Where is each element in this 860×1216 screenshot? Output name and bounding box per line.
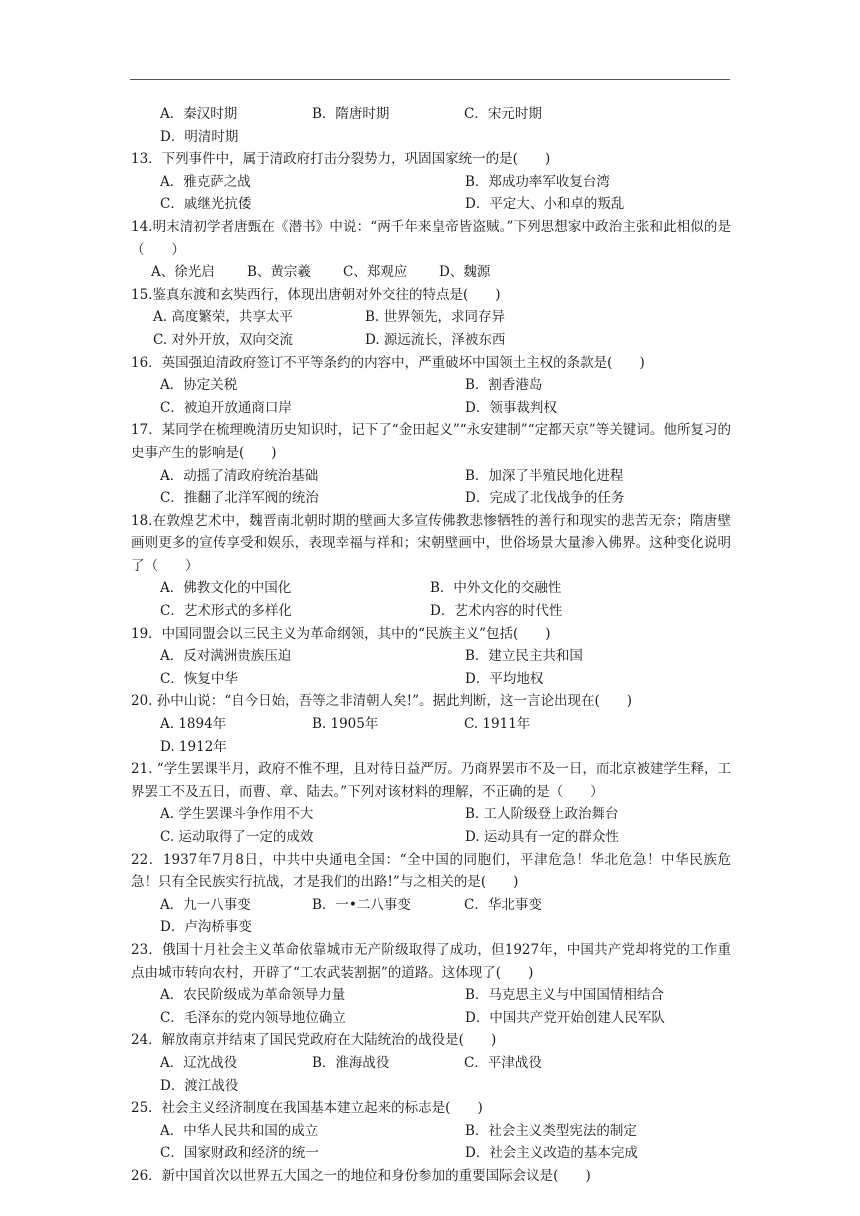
answer-option: B. 工人阶级登上政治舞台	[465, 806, 619, 823]
question-stem: 20. 孙中山说：“自今日始，吾等之非清朝人矣!”。据此判断，这一言论出现在( )	[131, 693, 633, 710]
answer-option: B．一•二八事变	[312, 896, 411, 913]
option-row	[131, 1007, 731, 1030]
answer-option: C. 对外开放，双向交流	[153, 331, 293, 348]
answer-option: B、黄宗羲	[247, 264, 311, 281]
answer-option: A. 高度繁荣，共享太平	[153, 309, 293, 326]
option-row	[131, 826, 731, 849]
option-row	[131, 374, 731, 397]
answer-option: D．社会主义改造的基本完成	[465, 1145, 638, 1162]
answer-option: A．协定关税	[160, 377, 238, 394]
answer-option: A．辽沈战役	[160, 1054, 238, 1071]
question	[131, 510, 731, 623]
answer-option: B．建立民主共和国	[465, 648, 583, 665]
question-stem: 17．某同学在梳理晚清历史知识时，记下了“金田起义”“永安建制”“定都天京”等关键词。他所复习的史事产生的影响是( )	[131, 422, 731, 461]
option-row	[131, 465, 731, 488]
answer-option: C．戚继光抗倭	[160, 196, 252, 213]
question-stem: 13．下列事件中，属于清政府打击分裂势力，巩固国家统一的是( )	[131, 151, 551, 168]
option-row	[131, 600, 731, 623]
answer-option: C．华北事变	[464, 896, 542, 913]
answer-option: C、郑观应	[343, 264, 408, 281]
option-row	[131, 193, 731, 216]
question	[131, 1097, 731, 1165]
question-stem: 26．新中国首次以世界五大国之一的地位和身份参加的重要国际会议是( )	[131, 1167, 591, 1184]
answer-option: B．郑成功率军收复台湾	[465, 173, 610, 190]
answer-option: D．领事裁判权	[465, 399, 557, 416]
question	[131, 419, 731, 509]
question	[131, 352, 731, 420]
option-row	[131, 397, 731, 420]
question-stem: 18.在敦煌艺术中，魏晋南北朝时期的壁画大多宣传佛教悲惨牺牲的善行和现实的悲苦无奈；隋唐壁画则更多的宣传享受和娱乐，表现幸福与祥和；宋朝壁画中，世俗场景大量渗入佛界。这种变化说明了（ ）	[131, 512, 731, 574]
answer-option: D、魏源	[439, 264, 491, 281]
answer-option: A. 学生罢课斗争作用不大	[160, 806, 314, 823]
option-row	[131, 803, 731, 826]
option-row	[131, 645, 731, 668]
answer-option: D．艺术内容的时代性	[430, 603, 563, 620]
question	[131, 284, 731, 352]
question	[131, 216, 731, 284]
option-row	[131, 668, 731, 691]
option-row	[131, 1052, 731, 1097]
answer-option: B．隋唐时期	[312, 106, 390, 122]
answer-option: A．反对满洲贵族压迫	[160, 648, 292, 665]
answer-option: C．推翻了北洋军阀的统治	[160, 490, 319, 507]
answer-option: B. 世界领先，求同存异	[365, 309, 506, 326]
answer-option: D. 源远流长，泽被东西	[365, 331, 506, 348]
option-row	[131, 306, 731, 329]
answer-option: A、徐光启	[151, 264, 215, 281]
question-list	[131, 103, 731, 1188]
question	[131, 148, 731, 216]
question-stem: 16．英国强迫清政府签订不平等条约的内容中，严重破坏中国领土主权的条款是( )	[131, 354, 645, 371]
answer-option: B．割香港岛	[465, 377, 543, 394]
answer-option: D. 1912年	[160, 738, 227, 755]
question	[131, 939, 731, 1029]
question-stem: 21. “学生罢课半月，政府不惟不理，且对待日益严厉。乃商界罢市不及一日，而北京被建学生释，工界罢工不及五日，而曹、章、陆去。”下列对该材料的理解，不正确的是（ ）	[131, 761, 731, 800]
answer-option: B．淮海战役	[312, 1054, 390, 1071]
question-stem: 25．社会主义经济制度在我国基本建立起来的标志是( )	[131, 1100, 483, 1117]
answer-option: A．动摇了清政府统治基础	[160, 467, 319, 484]
question-stem: 23．俄国十月社会主义革命依靠城市无产阶级取得了成功，但1927年，中国共产党却将党的工作重点由城市转向农村，开辟了“工农武装割据”的道路。这体现了( )	[131, 941, 731, 981]
answer-option: C．国家财政和经济的统一	[160, 1145, 319, 1162]
question	[131, 690, 731, 758]
option-row	[131, 103, 731, 148]
question-stem: 14.明末清初学者唐甄在《潜书》中说：“两千年来皇帝皆盗贼。”下列思想家中政治主张和此相似的是（ ）	[131, 218, 731, 258]
option-row	[131, 1142, 731, 1165]
option-row	[131, 171, 731, 194]
answer-option: B．中外文化的交融性	[430, 580, 562, 597]
question-stem: 15.鉴真东渡和玄奘西行，体现出唐朝对外交往的特点是( )	[131, 286, 501, 303]
option-row	[131, 1120, 731, 1143]
answer-option: B．马克思主义与中国国情相结合	[465, 987, 664, 1004]
header-rule	[130, 79, 730, 80]
question	[131, 1029, 731, 1097]
answer-option: D．完成了北伐战争的任务	[465, 490, 625, 507]
answer-option: B．社会主义类型宪法的制定	[465, 1122, 637, 1139]
answer-option: C. 运动取得了一定的成效	[160, 829, 314, 845]
option-row	[131, 261, 731, 284]
answer-option: A．中华人民共和国的成立	[160, 1122, 319, 1139]
answer-option: D．卢沟桥事变	[160, 919, 252, 936]
question	[131, 849, 731, 939]
answer-option: A．农民阶级成为革命领导力量	[160, 987, 346, 1004]
answer-option: C．毛泽东的党内领导地位确立	[160, 1009, 346, 1026]
option-row	[131, 577, 731, 600]
question-stem: 19．中国同盟会以三民主义为革命纲领，其中的“民族主义”包括( )	[131, 625, 551, 642]
answer-option: A．九一八事变	[160, 896, 251, 913]
answer-option: A．佛教文化的中国化	[160, 580, 292, 597]
question-stem: 24．解放南京并结束了国民党政府在大陆统治的战役是( )	[131, 1032, 497, 1049]
answer-option: A. 1894年	[160, 716, 227, 733]
answer-option: A．雅克萨之战	[160, 173, 251, 190]
answer-option: C．被迫开放通商口岸	[160, 399, 292, 416]
answer-option: C．恢复中华	[160, 670, 238, 687]
answer-option: D．渡江战役	[160, 1077, 239, 1094]
option-row	[131, 329, 731, 352]
answer-option: C．艺术形式的多样化	[160, 603, 292, 620]
answer-option: D．平均地权	[465, 670, 544, 687]
option-row	[131, 894, 731, 939]
question	[131, 758, 731, 848]
answer-option: D．平定大、小和卓的叛乱	[465, 196, 625, 213]
question	[131, 1165, 731, 1188]
answer-option: D．明清时期	[160, 128, 239, 145]
answer-option: C．宋元时期	[464, 106, 542, 122]
option-row	[131, 487, 731, 510]
answer-option: A．秦汉时期	[160, 106, 238, 122]
answer-option: D. 运动具有一定的群众性	[465, 829, 619, 845]
option-row	[131, 713, 731, 758]
answer-option: B. 1905年	[312, 716, 379, 733]
answer-option: C. 1911年	[464, 716, 531, 733]
answer-option: D．中国共产党开始创建人民军队	[465, 1009, 665, 1026]
option-row	[131, 984, 731, 1007]
question-stem: 22．1937年7月8日，中共中央通电全国：“全中国的同胞们，平津危急！华北危急！中华民族危急！只有全民族实行抗战，才是我们的出路!”与之相关的是( )	[131, 851, 731, 891]
answer-option: B．加深了半殖民地化进程	[465, 467, 624, 484]
question	[131, 623, 731, 691]
answer-option: C．平津战役	[464, 1054, 542, 1071]
